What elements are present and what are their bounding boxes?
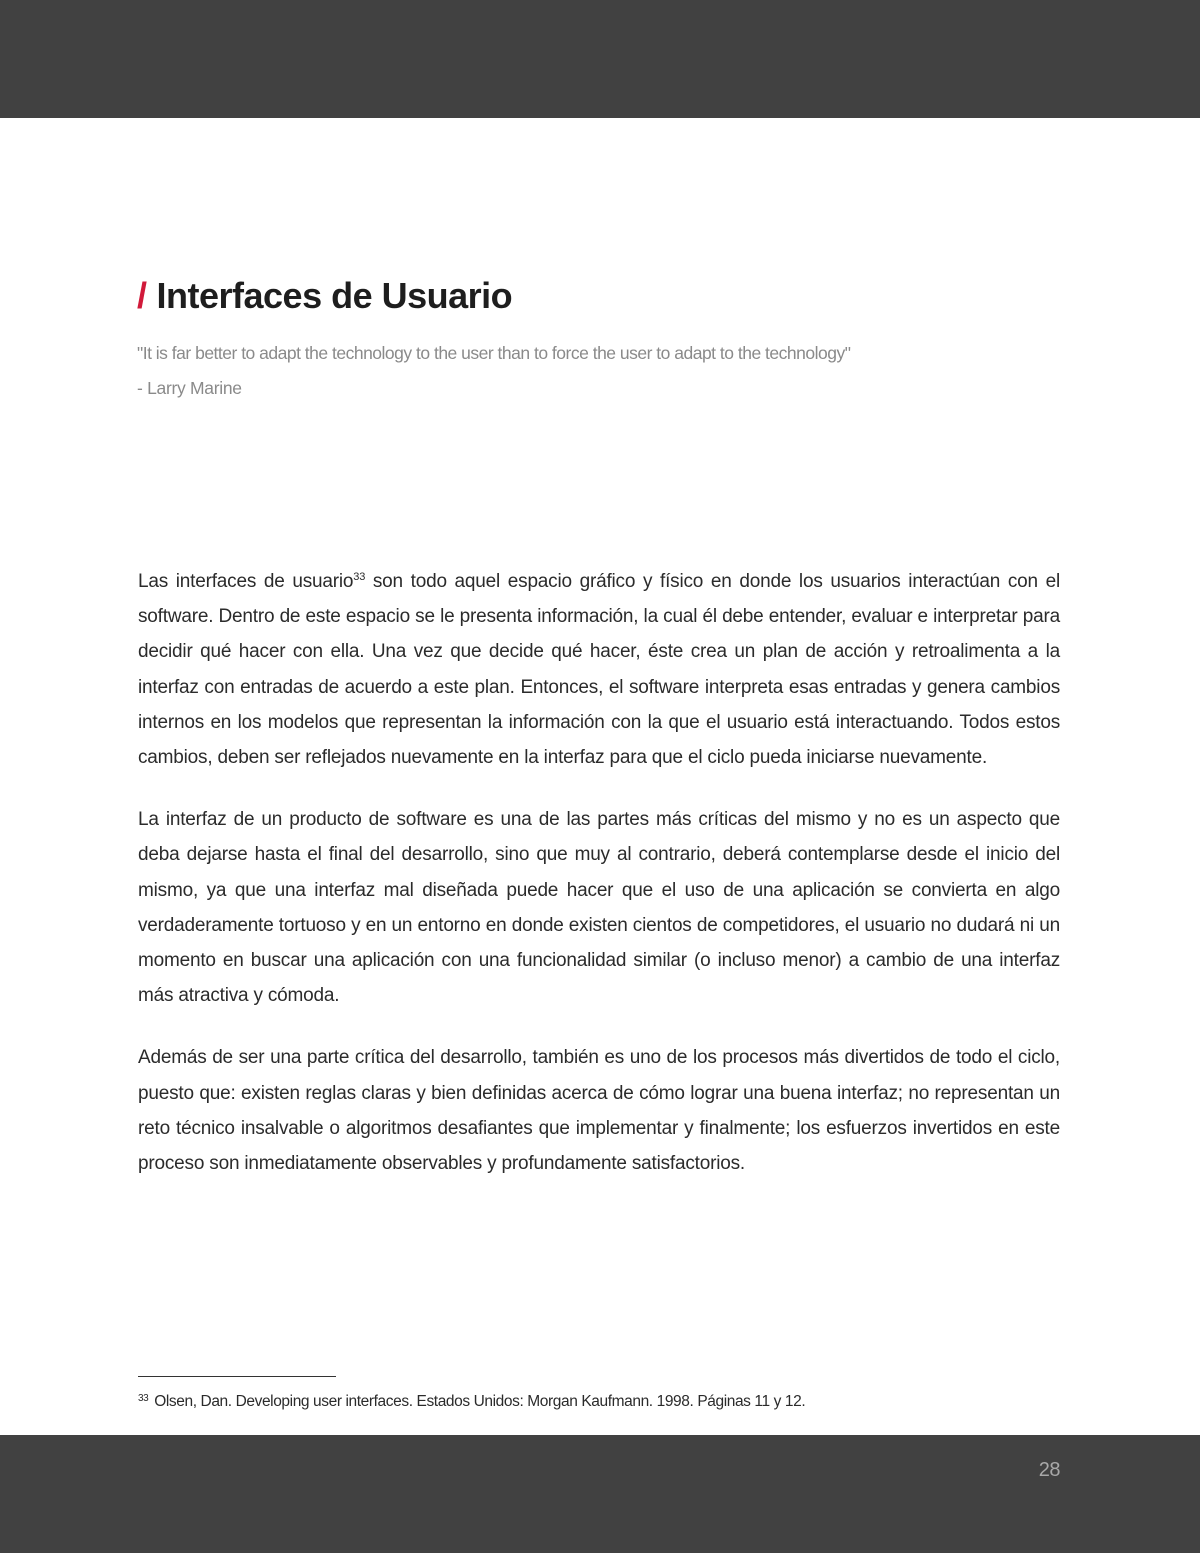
footnote-number: 33 bbox=[138, 1393, 149, 1404]
paragraph-1-rest: son todo aquel espacio gráfico y físico en donde los usuarios interactúan con el software. Dentro de este espacio se le presenta información, la cual él debe entender, evaluar e interpretar para decidir qué hacer con ella. Una vez que decide qué hacer, éste crea un plan de acción y retroalimenta a la interfaz con entradas de acuerdo a este plan. Entonces, el software interpreta esas entradas y genera cambios internos en los modelos que representan la información con la que el usuario está interactuando. Todos estos cambios, deben ser reflejados nuevamente en la interfaz para que el ciclo pueda iniciarse nuevamente. bbox=[138, 571, 1061, 769]
paragraph-1 bbox=[138, 564, 1060, 775]
paragraph-3: Además de ser una parte crítica del desarrollo, también es uno de los procesos más divertidos de todo el ciclo, puesto que: existen reglas claras y bien definidas acerca de cómo lograr una buena interfaz; no representan un reto técnico insalvable o algoritmos desafiantes que implementar y finalmente; los esfuerzos invertidos en este proceso son inmediatamente observables y profundamente satisfactorios. bbox=[138, 1047, 1060, 1175]
epigraph-quote: "It is far better to adapt the technology to the user than to force the user to adapt to the technology" bbox=[137, 343, 851, 363]
body-text bbox=[138, 564, 1060, 1208]
footnote-reference[interactable]: 33 bbox=[353, 571, 366, 583]
paragraph-1-start: Las interfaces de usuario bbox=[138, 571, 354, 592]
epigraph-author: - Larry Marine bbox=[137, 378, 242, 398]
header-bar bbox=[0, 0, 1200, 118]
section-heading bbox=[137, 275, 512, 317]
paragraph-2: La interfaz de un producto de software es una de las partes más críticas del mismo y no es un aspecto que deba dejarse hasta el final del desarrollo, sino que muy al contrario, deberá contemplarse desde el inicio del mismo, ya que una interfaz mal diseñada puede hacer que el uso de una aplicación se convierta en algo verdaderamente tortuoso y en un entorno en donde existen cientos de competidores, el usuario no dudará ni un momento en buscar una aplicación con una funcionalidad similar (o incluso menor) a cambio de una interfaz más atractiva y cómoda. bbox=[138, 809, 1060, 1007]
page-number: 28 bbox=[1038, 1459, 1060, 1481]
heading-slash-marker: / bbox=[137, 275, 147, 316]
footnote-divider bbox=[138, 1376, 336, 1377]
heading-title: Interfaces de Usuario bbox=[156, 275, 513, 316]
footer-bar bbox=[0, 1435, 1200, 1553]
footnote bbox=[138, 1393, 805, 1411]
footnote-text: Olsen, Dan. Developing user interfaces. Estados Unidos: Morgan Kaufmann. 1998. Páginas 11 y 12. bbox=[150, 1393, 806, 1410]
